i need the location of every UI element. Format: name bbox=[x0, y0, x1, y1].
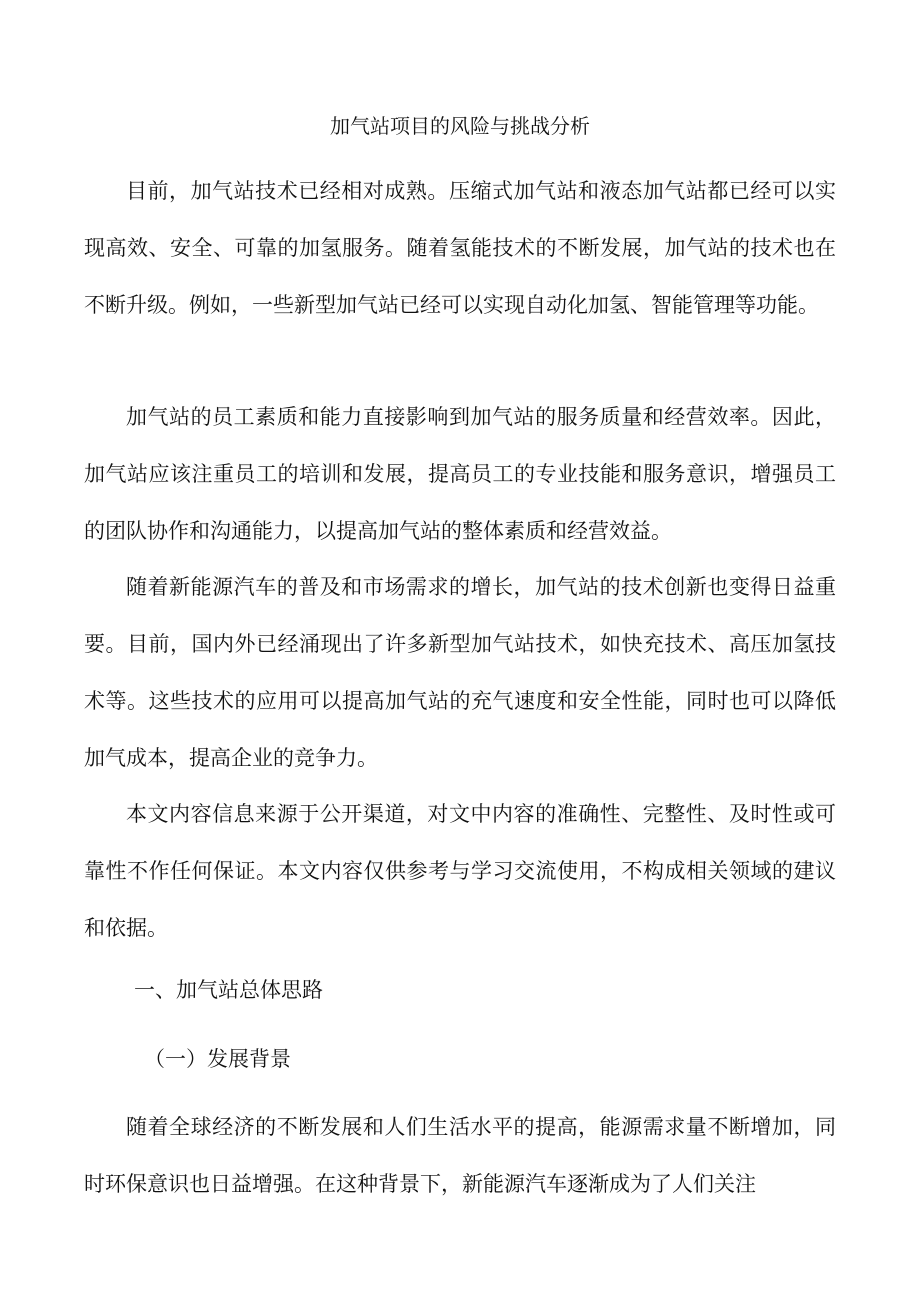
document-title: 加气站项目的风险与挑战分析 bbox=[330, 114, 590, 138]
paragraph-disclaimer: 本文内容信息来源于公开渠道，对文中内容的准确性、完整性、及时性或可靠性不作任何保证。本文内容仅供参考与学习交流使用，不构成相关领域的建议和依据。 bbox=[84, 802, 836, 940]
paragraph-tech-maturity: 目前，加气站技术已经相对成熟。压缩式加气站和液态加气站都已经可以实现高效、安全、可靠的加氢服务。随着氢能技术的不断发展，加气站的技术也在不断升级。例如，一些新型加气站已经可以实现自动化加氢、智能管理等功能。 bbox=[84, 179, 836, 317]
paragraph-tech-innovation: 随着新能源汽车的普及和市场需求的增长，加气站的技术创新也变得日益重要。目前，国内外已经涌现出了许多新型加气站技术，如快充技术、高压加氢技术等。这些技术的应用可以提高加气站的充气速度和安全性能，同时也可以降低加气成本，提高企业的竞争力。 bbox=[84, 575, 836, 770]
paragraph-staff-quality: 加气站的员工素质和能力直接影响到加气站的服务质量和经营效率。因此，加气站应该注重员工的培训和发展，提高员工的专业技能和服务意识，增强员工的团队协作和沟通能力，以提高加气站的整体素质和经营效益。 bbox=[84, 405, 836, 543]
section-heading: 一、加气站总体思路 bbox=[134, 978, 323, 1002]
paragraph-background: 随着全球经济的不断发展和人们生活水平的提高，能源需求量不断增加，同时环保意识也日益增强。在这种背景下，新能源汽车逐渐成为了人们关注 bbox=[84, 1115, 836, 1196]
subsection-heading: （一）发展背景 bbox=[144, 1047, 291, 1071]
